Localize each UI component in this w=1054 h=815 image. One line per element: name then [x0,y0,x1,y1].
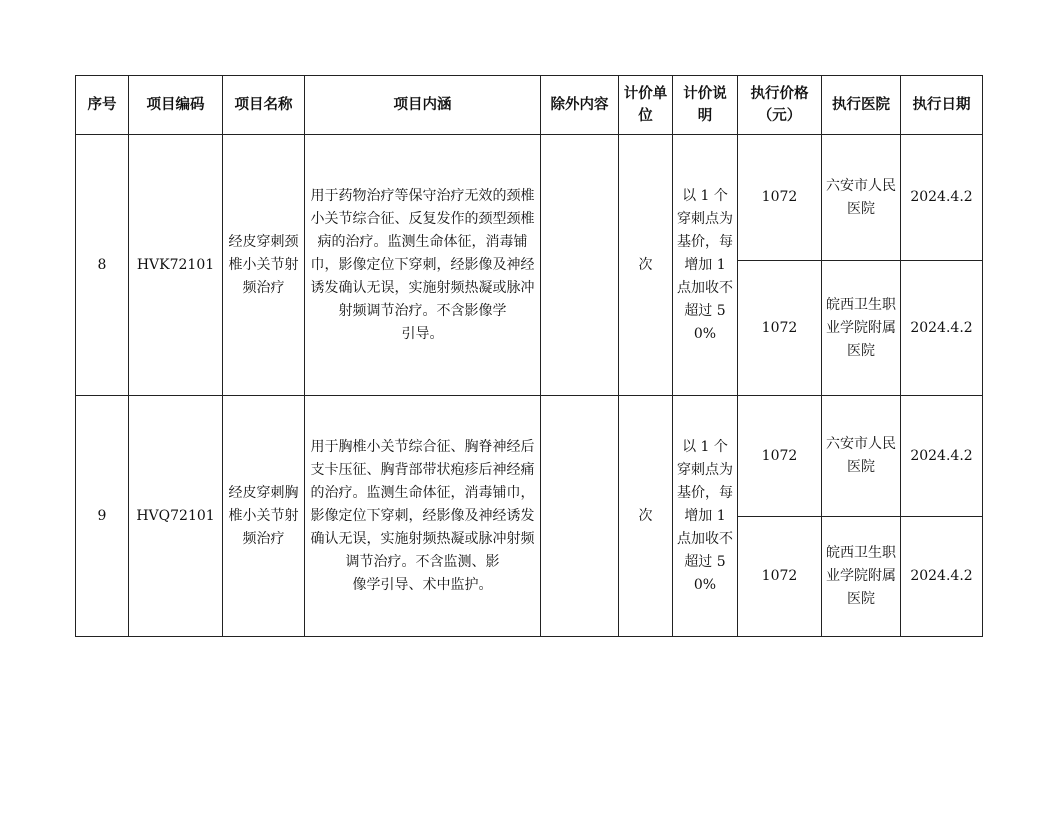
cell-name: 经皮穿刺胸椎小关节射频治疗 [223,396,305,637]
cell-unit: 次 [619,135,673,396]
cell-date: 2024.4.2 [901,135,983,261]
content-text: 用于胸椎小关节综合征、胸脊神经后支卡压征、胸背部带状疱疹后神经痛的治疗。监测生命体征，消毒铺巾，影像定位下穿刺，经影像及神经诱发确认无误，实施射频热凝或脉冲射频调节治疗。不含监测、影 [310,438,535,570]
cell-code: HVQ72101 [129,396,223,637]
cell-hospital: 六安市人民医院 [822,135,901,261]
cell-content [305,396,541,637]
cell-price: 1072 [738,135,822,261]
cell-date: 2024.4.2 [901,396,983,517]
header-excluded: 除外内容 [541,76,619,135]
cell-content [305,135,541,396]
header-note: 计价说明 [673,76,738,135]
cell-date: 2024.4.2 [901,261,983,396]
header-date: 执行日期 [901,76,983,135]
cell-seq: 9 [76,396,129,637]
cell-price: 1072 [738,396,822,517]
header-seq: 序号 [76,76,129,135]
cell-price: 1072 [738,517,822,637]
cell-hospital: 皖西卫生职业学院附属医院 [822,261,901,396]
price-table [75,75,983,637]
header-code: 项目编码 [129,76,223,135]
cell-seq: 8 [76,135,129,396]
content-text-last: 像学引导、术中监护。 [352,576,493,593]
cell-excluded [541,135,619,396]
cell-note: 以 1 个穿刺点为基价，每增加 1 点加收不超过 50% [673,135,738,396]
cell-note: 以 1 个穿刺点为基价，每增加 1 点加收不超过 50% [673,396,738,637]
header-row [76,76,983,135]
cell-unit: 次 [619,396,673,637]
header-name: 项目名称 [223,76,305,135]
cell-hospital: 皖西卫生职业学院附属医院 [822,517,901,637]
cell-price: 1072 [738,261,822,396]
header-hospital: 执行医院 [822,76,901,135]
content-text-last: 引导。 [401,325,444,342]
header-price: 执行价格（元） [738,76,822,135]
cell-date: 2024.4.2 [901,517,983,637]
content-text: 用于药物治疗等保守治疗无效的颈椎小关节综合征、反复发作的颈型颈椎病的治疗。监测生命体征，消毒铺巾，影像定位下穿刺，经影像及神经诱发确认无误，实施射频热凝或脉冲射频调节治疗。不含影像学 [310,187,535,319]
table-row [76,396,983,517]
table-row [76,135,983,261]
header-content: 项目内涵 [305,76,541,135]
cell-excluded [541,396,619,637]
cell-code: HVK72101 [129,135,223,396]
header-unit: 计价单位 [619,76,673,135]
cell-name: 经皮穿刺颈椎小关节射频治疗 [223,135,305,396]
cell-hospital: 六安市人民医院 [822,396,901,517]
